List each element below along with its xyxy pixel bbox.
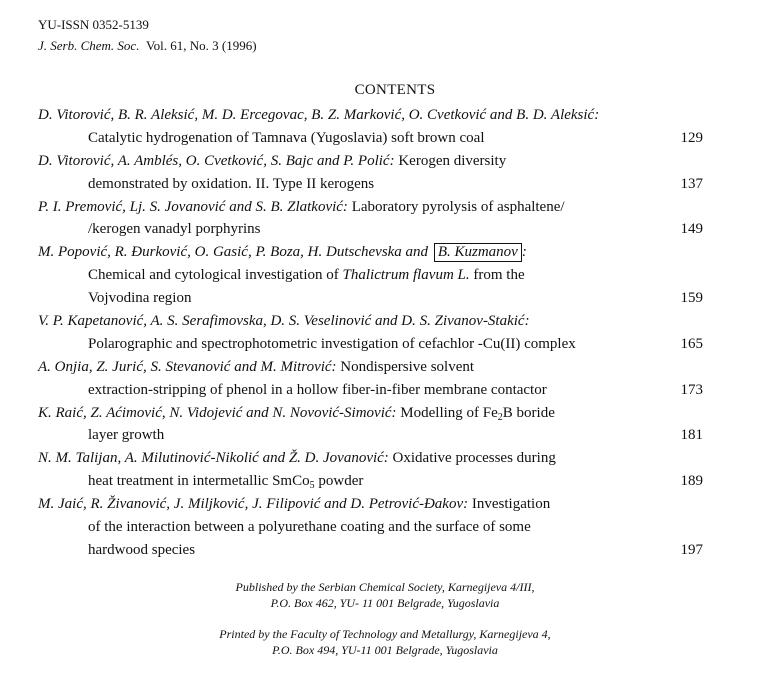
printer-note — [0, 626, 770, 658]
entry-title-part: powder — [314, 473, 364, 490]
entry-page-number: 181 — [680, 427, 703, 444]
entry-title: /kerogen vanadyl porphyrins — [88, 221, 261, 238]
table-of-contents — [38, 104, 718, 562]
journal-name: J. Serb. Chem. Soc. — [38, 38, 140, 53]
toc-entry-authors — [38, 493, 718, 516]
entry-page-number: 173 — [680, 381, 703, 398]
entry-title: Catalytic hydrogenation of Tamnava (Yugoslavia) soft brown coal — [88, 129, 485, 146]
entry-page-number: 189 — [680, 473, 703, 490]
toc-entry-authors — [38, 241, 718, 264]
toc-entry-authors — [38, 310, 718, 333]
entry-title-start: Oxidative processes during — [392, 450, 556, 467]
entry-authors: A. Onjia, Z. Jurić, S. Stevanović and M. Mitrović: — [38, 358, 337, 375]
toc-entry-title — [38, 264, 718, 287]
publisher-note — [0, 579, 770, 611]
toc-entry-title — [38, 424, 718, 447]
entry-title-start: Laboratory pyrolysis of asphaltene/ — [351, 198, 565, 215]
publisher-address-line: P.O. Box 462, YU- 11 001 Belgrade, Yugoslavia — [270, 596, 500, 610]
entry-title-subscript: 2 — [497, 411, 503, 423]
entry-authors: M. Jaić, R. Živanović, J. Miljković, J. Filipović and D. Petrović-Đakov: — [38, 496, 469, 513]
toc-entry-authors — [38, 150, 718, 173]
highlighted-author-box: B. Kuzmanov — [434, 243, 522, 262]
entry-title-subscript: 5 — [309, 480, 315, 492]
entry-title: layer growth — [88, 427, 165, 444]
entry-authors: N. M. Talijan, A. Milutinović-Nikolić and Ž. D. Jovanović: — [38, 450, 389, 467]
entry-title: Vojvodina region — [88, 290, 192, 307]
entry-page-number: 159 — [680, 290, 703, 307]
toc-entry-authors — [38, 447, 718, 470]
entry-authors: D. Vitorović, B. R. Aleksić, M. D. Ercegovac, B. Z. Marković, O. Cvetković and B. D. Aleksić: — [38, 107, 600, 123]
toc-entry-title — [38, 539, 718, 562]
entry-page-number: 129 — [680, 129, 703, 146]
toc-entry-title — [38, 127, 718, 150]
entry-title: extraction-stripping of phenol in a hollow fiber-in-fiber membrane contactor — [88, 381, 547, 398]
entry-authors: D. Vitorović, A. Amblés, O. Cvetković, S. Bajc and P. Polić: — [38, 152, 395, 169]
toc-entry-title — [38, 287, 718, 310]
entry-title-part: Modelling of Fe — [400, 404, 498, 421]
entry-title: hardwood species — [88, 541, 196, 558]
entry-authors: M. Popović, R. Đurković, O. Gasić, P. Boza, H. Dutschevska and — [38, 244, 429, 261]
entry-title-part: from the — [469, 267, 525, 284]
toc-entry-title — [38, 218, 718, 241]
entry-authors: P. I. Premović, Lj. S. Jovanović and S. B. Zlatković: — [38, 198, 348, 215]
entry-authors-suffix: : — [521, 244, 527, 261]
toc-entry-title — [38, 516, 718, 539]
entry-page-number: 165 — [680, 335, 703, 352]
entry-page-number: 197 — [680, 541, 703, 558]
entry-page-number: 149 — [680, 221, 703, 238]
publisher-line: Published by the Serbian Chemical Society, Karnegijeva 4/III, — [235, 580, 535, 594]
entry-title-start: Kerogen diversity — [398, 152, 507, 169]
entry-title-part: Chemical and cytological investigation of — [88, 267, 343, 284]
journal-citation-line — [38, 35, 257, 56]
toc-entry-authors — [38, 402, 718, 425]
issn-line: YU-ISSN 0352-5139 — [38, 17, 149, 32]
toc-entry-title — [38, 470, 718, 493]
entry-title: of the interaction between a polyurethane coating and the surface of some — [88, 519, 531, 536]
entry-title-start: Investigation — [471, 496, 551, 513]
entry-title-part: B boride — [502, 404, 555, 421]
printer-address-line: P.O. Box 494, YU-11 001 Belgrade, Yugoslavia — [272, 643, 498, 657]
toc-entry-authors — [38, 196, 718, 219]
entry-authors: K. Raić, Z. Aćimović, N. Vidojević and N. Novović-Simović: — [38, 404, 397, 421]
contents-heading: CONTENTS — [354, 82, 436, 98]
toc-entry-title — [38, 379, 718, 402]
entry-page-number: 137 — [680, 175, 703, 192]
toc-entry-authors — [38, 356, 718, 379]
printer-line: Printed by the Faculty of Technology and Metallurgy, Karnegijeva 4, — [219, 627, 551, 641]
entry-title: demonstrated by oxidation. II. Type II kerogens — [88, 175, 375, 192]
toc-entry-authors — [38, 104, 718, 127]
toc-entry-title — [38, 333, 718, 356]
journal-header — [38, 14, 257, 56]
entry-title-part: heat treatment in intermetallic SmCo — [88, 473, 310, 490]
entry-title-species: Thalictrum flavum L. — [342, 267, 470, 284]
entry-title: Polarographic and spectrophotometric investigation of cefachlor -Cu(II) complex — [88, 335, 576, 352]
toc-entry-title — [38, 173, 718, 196]
entry-title-start: Nondispersive solvent — [340, 358, 475, 375]
entry-authors: V. P. Kapetanović, A. S. Serafimovska, D. S. Veselinović and D. S. Zivanov-Stakić: — [38, 313, 530, 330]
journal-volume: Vol. 61, No. 3 (1996) — [145, 38, 257, 53]
